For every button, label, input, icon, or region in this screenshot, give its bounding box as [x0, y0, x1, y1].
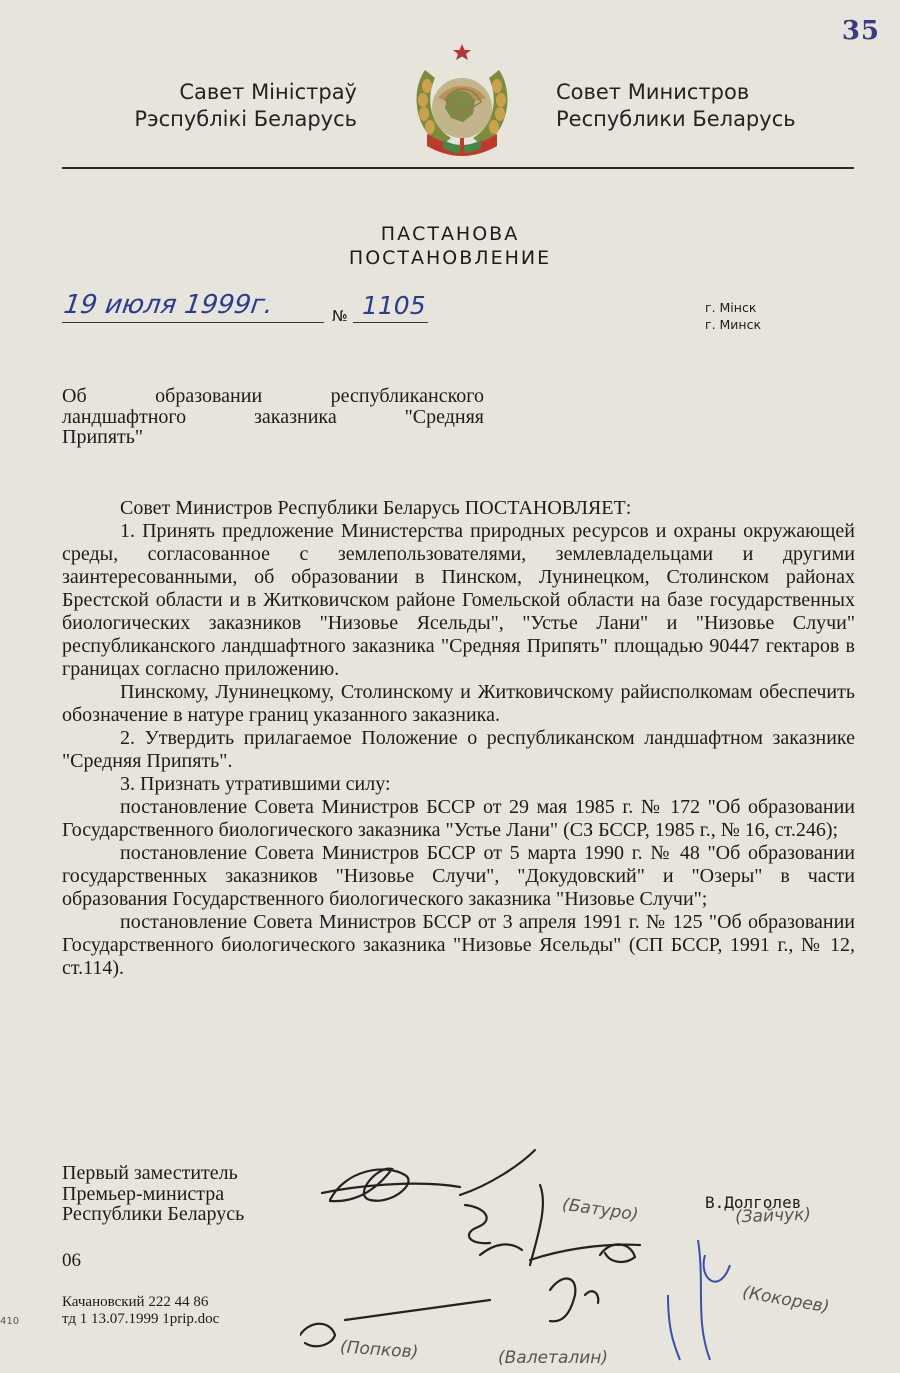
city-russian: г. Минск — [705, 317, 762, 332]
header-left-belarusian — [112, 79, 357, 133]
body-paragraph: постановление Совета Министров БССР от 5 марта 1990 г. № 48 "Об образовании государственных заказников "Низовье Случи", "Докудовский" и "Озеры" в части образования Государственного биологического заказника "Низовье Случи"; — [62, 842, 855, 910]
date-underline — [62, 322, 324, 323]
signatory-name: В.Долголев — [705, 1193, 802, 1212]
signature-scribbles-icon — [300, 1145, 760, 1370]
header-right-line1: Совет Министров — [556, 80, 750, 104]
footer-info — [62, 1294, 219, 1328]
document-type — [250, 222, 650, 270]
doc-type-belarusian: ПАСТАНОВА — [380, 223, 520, 245]
header-divider — [62, 167, 854, 169]
body-paragraph: постановление Совета Министров БССР от 3 апреля 1991 г. № 125 "Об образовании Государственного биологического заказника "Низовье Ясельды" (СП БССР, 1991 г., № 12, ст.114). — [62, 911, 855, 979]
subject-line: Об образовании республиканского — [62, 385, 484, 407]
signatory-line1: Первый заместитель — [62, 1162, 238, 1184]
handwritten-number: 1105 — [362, 291, 426, 320]
city-belarusian: г. Мінск — [705, 300, 757, 315]
body-paragraph: Пинскому, Лунинецкому, Столинскому и Житковичскому райисполкомам обеспечить обозначение в натуре границ указанного заказника. — [62, 681, 855, 726]
header-left-line1: Савет Міністраў — [179, 80, 357, 104]
document-code: 06 — [62, 1250, 81, 1271]
handwritten-name-valetalin: (Валеталин) — [498, 1348, 609, 1368]
sheet-number: 35 — [841, 16, 880, 46]
doc-type-russian: ПОСТАНОВЛЕНИЕ — [348, 247, 552, 269]
signatory-line2: Премьер-министра — [62, 1182, 225, 1205]
handwritten-name-kokorev: (Кокорев) — [740, 1282, 831, 1318]
footer-line2: тд 1 13.07.1999 1prip.doc — [62, 1311, 220, 1327]
body-paragraph: 1. Принять предложение Министерства природных ресурсов и охраны окружающей среды, согласованное с землепользователями, землевладельцами и другими заинтересованными, об образовании в Пинском, Лунинецком, Столинском районах Брестской области и в Житковичском районе Гомельской области на базе государственных биологических заказников "Низовье Ясельды", "Устье Лани" и "Низовье Случи" республиканского ландшафтного заказника "Средняя Припять" площадью 90447 гектаров в границах согласно приложению. — [62, 520, 855, 680]
state-emblem-icon — [403, 40, 521, 160]
signatory-line3: Республики Беларусь — [62, 1203, 245, 1225]
body-paragraph: постановление Совета Министров БССР от 29 мая 1985 г. № 172 "Об образовании Государственного биологического заказника "Устье Лани" (СЗ БССР, 1985 г., № 16, ст.246); — [62, 796, 855, 841]
header-left-line2: Рэспублікі Беларусь — [134, 107, 357, 131]
header-right-russian — [556, 79, 836, 133]
subject-line: Припять" — [62, 426, 144, 448]
header-right-line2: Республики Беларусь — [556, 107, 796, 131]
body-paragraph: Совет Министров Республики Беларусь ПОСТАНОВЛЯЕТ: — [120, 497, 632, 519]
handwritten-date: 19 июля 1999г. — [61, 290, 275, 320]
document-body — [62, 497, 855, 980]
handwritten-name-zaichuk: (Зайчук) — [734, 1204, 812, 1228]
margin-number: 410 — [0, 1316, 20, 1327]
number-label: № — [332, 307, 348, 325]
number-underline — [353, 322, 428, 323]
signatory-title — [62, 1163, 244, 1225]
city — [705, 299, 761, 333]
handwritten-name-baturo: (Батуро) — [560, 1194, 640, 1226]
body-paragraph: 2. Утвердить прилагаемое Положение о республиканском ландшафтном заказнике "Средняя Припять". — [62, 727, 855, 772]
document-subject — [62, 386, 484, 448]
handwritten-name-popkov: (Попков) — [339, 1337, 419, 1363]
body-paragraph: 3. Признать утратившими силу: — [120, 773, 391, 795]
footer-line1: Качановский 222 44 86 — [62, 1294, 209, 1310]
subject-line: ландшафтного заказника "Средняя — [62, 405, 484, 428]
